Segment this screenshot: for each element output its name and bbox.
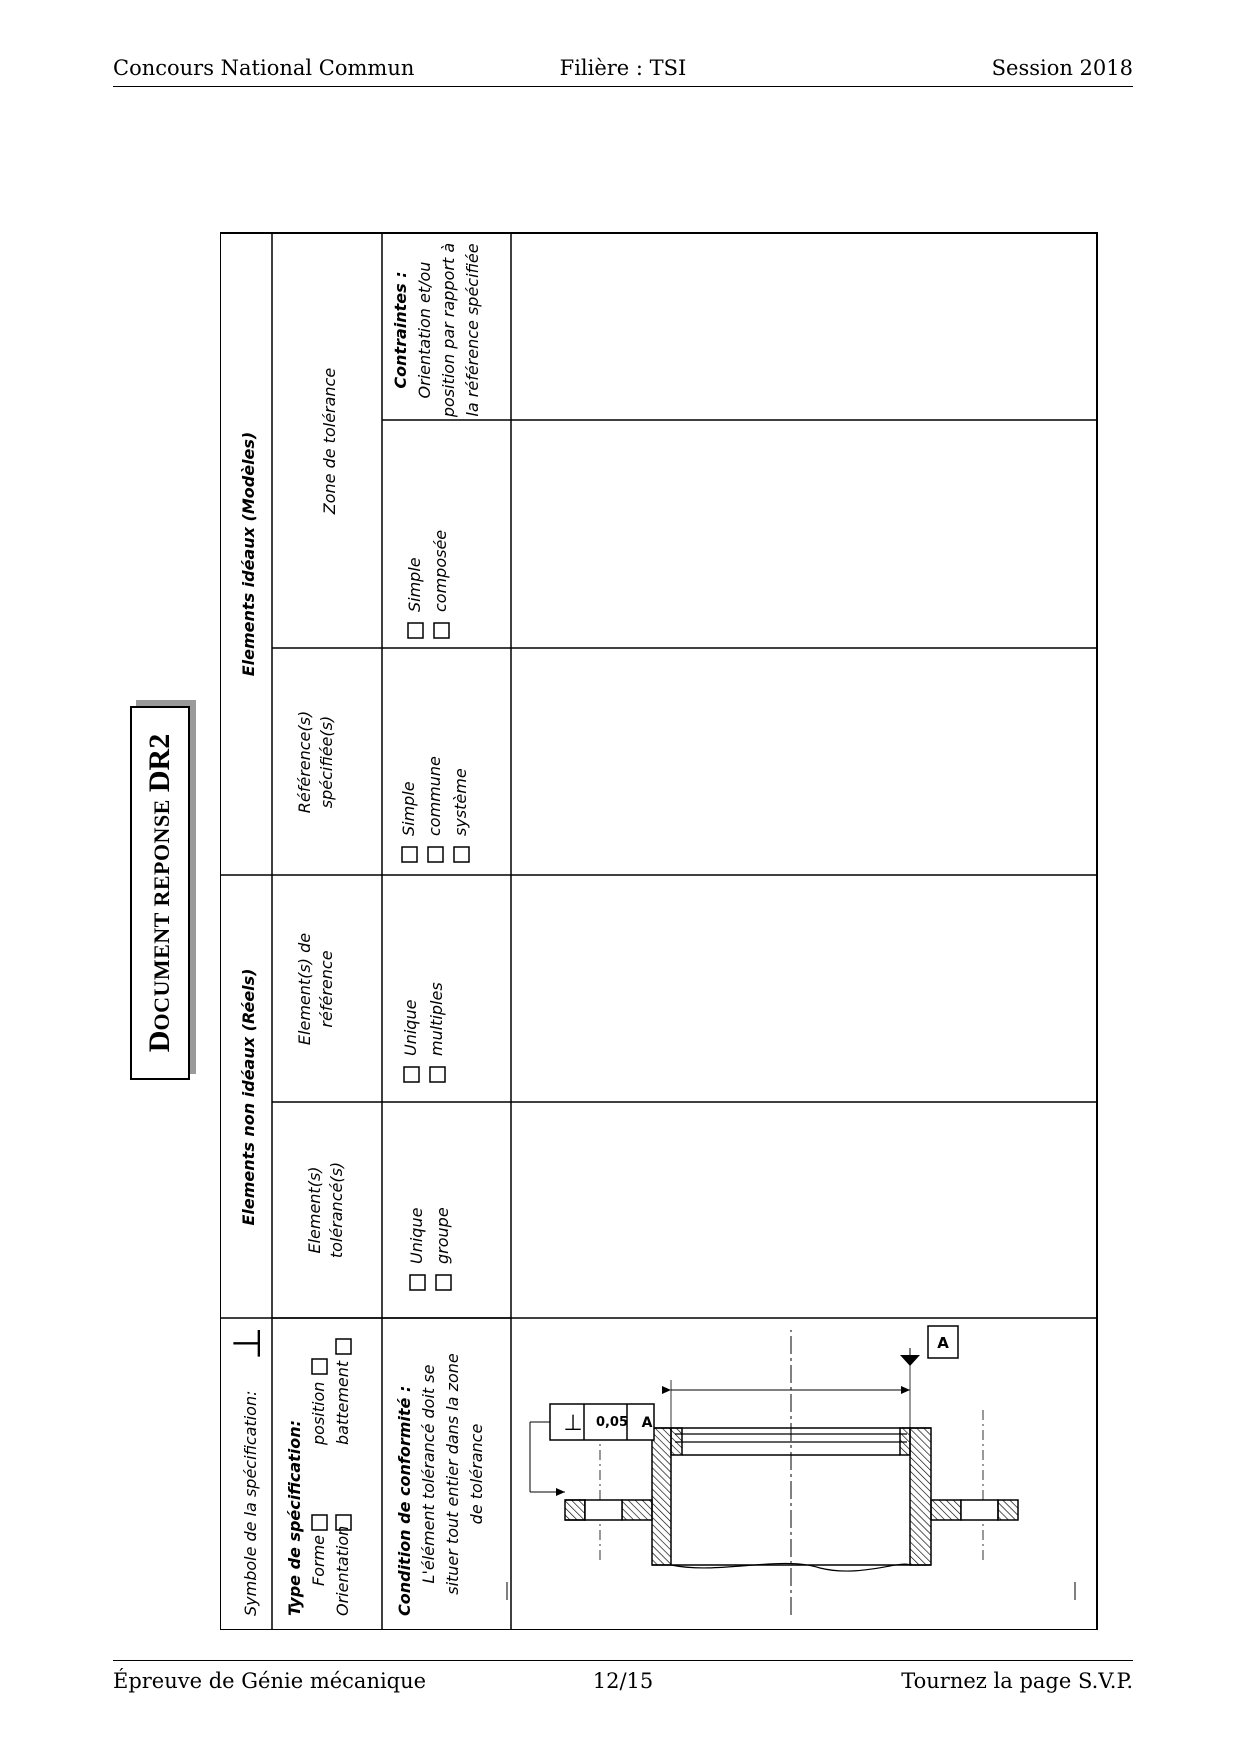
type-position-label: position — [309, 1381, 328, 1445]
specified-commune-label: commune — [425, 756, 444, 836]
fcf-datum: A — [641, 1415, 653, 1431]
tolerance-unique-checkbox[interactable] — [410, 1275, 425, 1290]
constraints-line-1: Orientation et/ou — [415, 261, 434, 399]
fcf-symbol: ⊥ — [563, 1411, 583, 1436]
group-ideal: Elements idéaux (Modèles) — [239, 431, 258, 677]
reference-unique-label: Unique — [401, 999, 420, 1056]
fcf-value: 0,05 — [595, 1415, 629, 1430]
flange-section-drawing — [507, 1326, 1075, 1615]
feature-control-frame — [530, 1404, 654, 1492]
col-tolerance-line-2: tolérancé(s) — [327, 1161, 346, 1259]
zone-simple-label: Simple — [405, 557, 424, 612]
constraints-line-2: position par rapport à — [439, 242, 458, 418]
zone-composee-label: composée — [431, 529, 450, 612]
type-battement-checkbox[interactable] — [336, 1339, 351, 1354]
reference-multiples-label: multiples — [427, 982, 446, 1056]
specified-systeme-label: système — [451, 768, 470, 836]
tolerance-groupe-label: groupe — [433, 1207, 452, 1264]
type-forme-label: Forme — [309, 1535, 328, 1586]
constraints-title: Contraintes : — [391, 271, 410, 389]
col-reference-line-2: référence — [317, 950, 336, 1028]
perpendicularity-icon: ⊥ — [225, 1326, 269, 1360]
col-zone: Zone de tolérance — [320, 367, 339, 515]
zone-composee-checkbox[interactable] — [434, 623, 449, 638]
title-code: DR2 — [143, 733, 176, 793]
zone-simple-checkbox[interactable] — [408, 623, 423, 638]
header-right: Session 2018 — [991, 56, 1133, 80]
tolerance-unique-label: Unique — [407, 1207, 426, 1264]
col-reference-line-1: Element(s) de — [295, 932, 314, 1046]
document-title — [130, 706, 190, 1080]
specified-simple-checkbox[interactable] — [402, 847, 417, 862]
page-footer — [113, 1660, 1133, 1699]
footer-right: Tournez la page S.V.P. — [901, 1669, 1133, 1693]
type-position-checkbox[interactable] — [312, 1359, 327, 1374]
footer-center: 12/15 — [592, 1669, 654, 1693]
datum-label: A — [937, 1334, 949, 1352]
conformity-line-3: de tolérance — [467, 1423, 486, 1525]
conformity-title: Condition de conformité : — [395, 1385, 414, 1616]
header-center: Filière : TSI — [559, 56, 687, 80]
tolerance-groupe-checkbox[interactable] — [436, 1275, 451, 1290]
header-left: Concours National Commun — [113, 56, 415, 80]
title-rest: OCUMENT REPONSE — [149, 799, 174, 1031]
page-header — [113, 56, 1133, 87]
type-forme-checkbox[interactable] — [312, 1515, 327, 1530]
col-tolerance-line-1: Element(s) — [305, 1166, 324, 1254]
constraints-line-3: la référence spécifiée — [463, 243, 482, 417]
reference-multiples-checkbox[interactable] — [430, 1067, 445, 1082]
conformity-line-2: situer tout entier dans la zone — [443, 1353, 462, 1595]
specified-systeme-checkbox[interactable] — [454, 847, 469, 862]
rotated-answer-sheet — [125, 230, 1105, 1630]
type-battement-label: battement — [333, 1360, 352, 1445]
footer-left: Épreuve de Génie mécanique — [113, 1669, 427, 1693]
specified-simple-label: Simple — [399, 781, 418, 836]
specified-commune-checkbox[interactable] — [428, 847, 443, 862]
col-specified-ref-line-1: Référence(s) — [295, 710, 314, 814]
symbol-label: Symbole de la spécification: — [241, 1390, 260, 1616]
answer-table — [220, 230, 1100, 1630]
reference-unique-checkbox[interactable] — [404, 1067, 419, 1082]
type-orientation-label: Orientation — [333, 1525, 352, 1616]
conformity-line-1: L'élément tolérancé doit se — [419, 1364, 438, 1584]
type-title: Type de spécification: — [285, 1419, 304, 1616]
title-initial: D — [143, 1030, 176, 1053]
group-non-ideal: Elements non idéaux (Réels) — [239, 968, 258, 1226]
col-specified-ref-line-2: spécifiée(s) — [317, 715, 336, 809]
